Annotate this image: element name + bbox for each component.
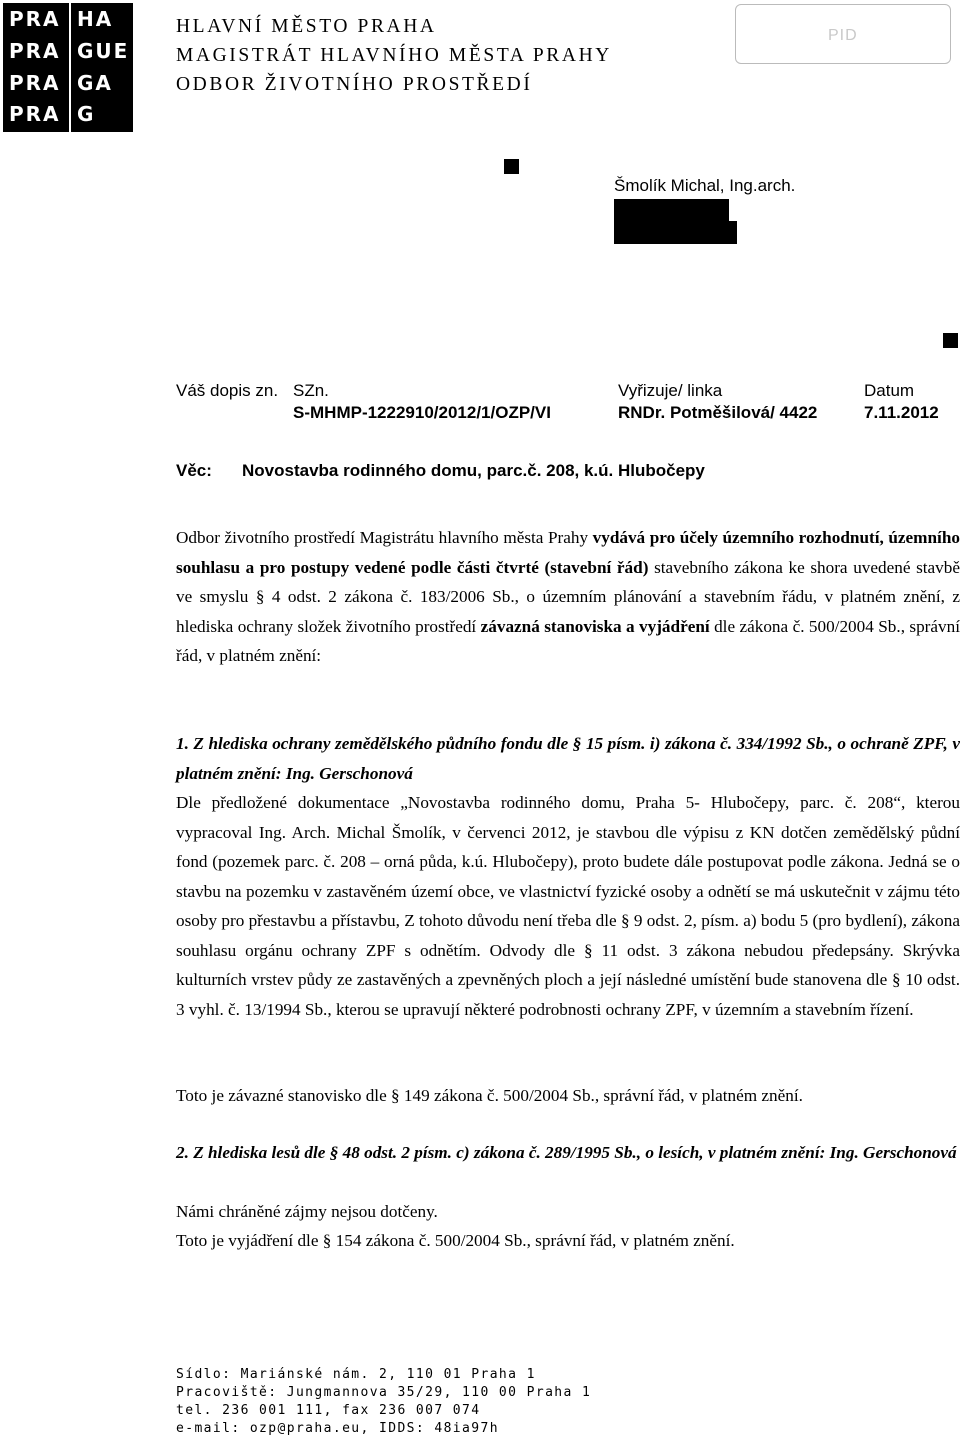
intro-text: , o územním plánování a stavebním řádu, v platném znění, z hlediska ochrany složek životního prostředí (176, 587, 960, 636)
logo-text: G (77, 102, 96, 126)
address-marker (504, 159, 519, 174)
logo-text: PRA (9, 102, 61, 126)
letterhead-line: HLAVNÍ MĚSTO PRAHA (176, 16, 437, 37)
section2-text: Námi chráněné zájmy nejsou dotčeny. (176, 1202, 438, 1221)
section1-text: Dle předložené dokumentace „Novostavba rodinného domu, Praha 5- Hlubočepy, parc. č. 208“, kterou vypracoval Ing. Arch. Michal Šmolík, v červenci 2012, je stavbou dle výpisu z KN dotčen zemědělský půdní fond (pozemek parc. č. 208 – orná půda, k.ú. Hlubočepy), proto budete dále postupovat podle zákona. Jedná se o stavbu na pozemku v zastavěném území obce, ve vlastnictví fyzické osoby a odnětí se má uskutečnit v zájmu této osoby pro přestavbu a přístavbu, Z tohoto důvodu není třeba dle § 9 odst. 2, písm. a) bodu 5 (pro bydlení), zákona souhlasu orgánu ochrany ZPF s odnětím. Odvody dle § 11 odst. 3 zákona nebudou předepsány. Skrývka kulturních vrstev půdy ze zastavěných a zpevněných ploch a její následné umístění bude stanovena dle § 10 odst. 3 vyhl. č. 13/1994 Sb., kterou se upravují některé podrobnosti ochrany ZPF, v územním a stavebním řízení. (176, 793, 960, 1019)
subject-text: Novostavba rodinného domu, parc.č. 208, k.ú. Hlubočepy (242, 461, 705, 480)
pid-box (735, 4, 951, 64)
logo-text: PRA (9, 39, 61, 63)
redaction-bar (614, 221, 737, 244)
logo-text: PRA (9, 71, 61, 95)
szn-label: SZn. (293, 381, 329, 400)
logo-row (3, 102, 133, 127)
section1-closing: Toto je závazné stanovisko dle § 149 zákona č. 500/2004 Sb., správní řád, v platném znění. (176, 1086, 803, 1105)
your-letter-label: Váš dopis zn. (176, 381, 279, 400)
redaction-bar (614, 199, 729, 221)
intro-text: dle zákona č. 500/2004 Sb., správní řád, v platném znění: (176, 616, 960, 665)
praha-logo (3, 3, 133, 132)
intro-bold: závazná stanoviska a vyjádření (480, 616, 710, 636)
intro-bold: vydává pro účely územního rozhodnutí, územního souhlasu a pro postupy vedené podle části čtvrté (stavební řád) (176, 528, 960, 577)
section1-heading: 1. Z hlediska ochrany zemědělského půdního fondu dle § 15 písm. i) zákona č. 334/1992 Sb., o ochraně ZPF, v platném znění: Ing. Gerschonová (176, 734, 960, 783)
footer-contact (176, 1366, 591, 1438)
logo-text: GUE (77, 39, 130, 63)
logo-row (3, 71, 133, 96)
logo-text: HA (77, 7, 114, 31)
intro-paragraph (176, 523, 960, 671)
fold-marker (943, 333, 958, 348)
logo-text: GA (77, 71, 113, 95)
szn-value: S-MHMP-1222910/2012/1/OZP/VI (293, 403, 551, 422)
logo-row (3, 39, 133, 64)
logo-text: PRA (9, 7, 61, 31)
pid-label: PID (828, 27, 858, 44)
date-value: 7.11.2012 (864, 403, 939, 422)
footer-line: e-mail: ozp@praha.eu, IDDS: 48ia97h (176, 1421, 499, 1436)
date-label: Datum (864, 381, 915, 400)
footer-line: Pracoviště: Jungmannova 35/29, 110 00 Praha 1 (176, 1385, 592, 1400)
addressee-name: Šmolík Michal, Ing.arch. (614, 176, 796, 195)
section2-heading: 2. Z hlediska lesů dle § 48 odst. 2 písm. c) zákona č. 289/1995 Sb., o lesích, v platném znění: Ing. Gerschonová (176, 1143, 957, 1162)
letterhead (176, 12, 612, 99)
section2-closing: Toto je vyjádření dle § 154 zákona č. 500/2004 Sb., správní řád, v platném znění. (176, 1231, 735, 1250)
footer-line: Sídlo: Mariánské nám. 2, 110 01 Praha 1 (176, 1367, 536, 1382)
subject-label: Věc: (176, 461, 212, 480)
intro-text: stavebního zákona ke shora uvedené stavbě ve smyslu § 4 odst. 2 zákona č. 183/2006 Sb. (176, 557, 960, 606)
letterhead-line: MAGISTRÁT HLAVNÍHO MĚSTA PRAHY (176, 45, 612, 66)
handler-label: Vyřizuje/ linka (618, 381, 723, 400)
footer-line: tel. 236 001 111, fax 236 007 074 (176, 1403, 481, 1418)
letterhead-line: ODBOR ŽIVOTNÍHO PROSTŘEDÍ (176, 74, 533, 95)
handler-value: RNDr. Potměšilová/ 4422 (618, 403, 818, 422)
logo-row (3, 7, 133, 32)
intro-text: Odbor životního prostředí Magistrátu hlavního města Prahy (176, 528, 593, 547)
